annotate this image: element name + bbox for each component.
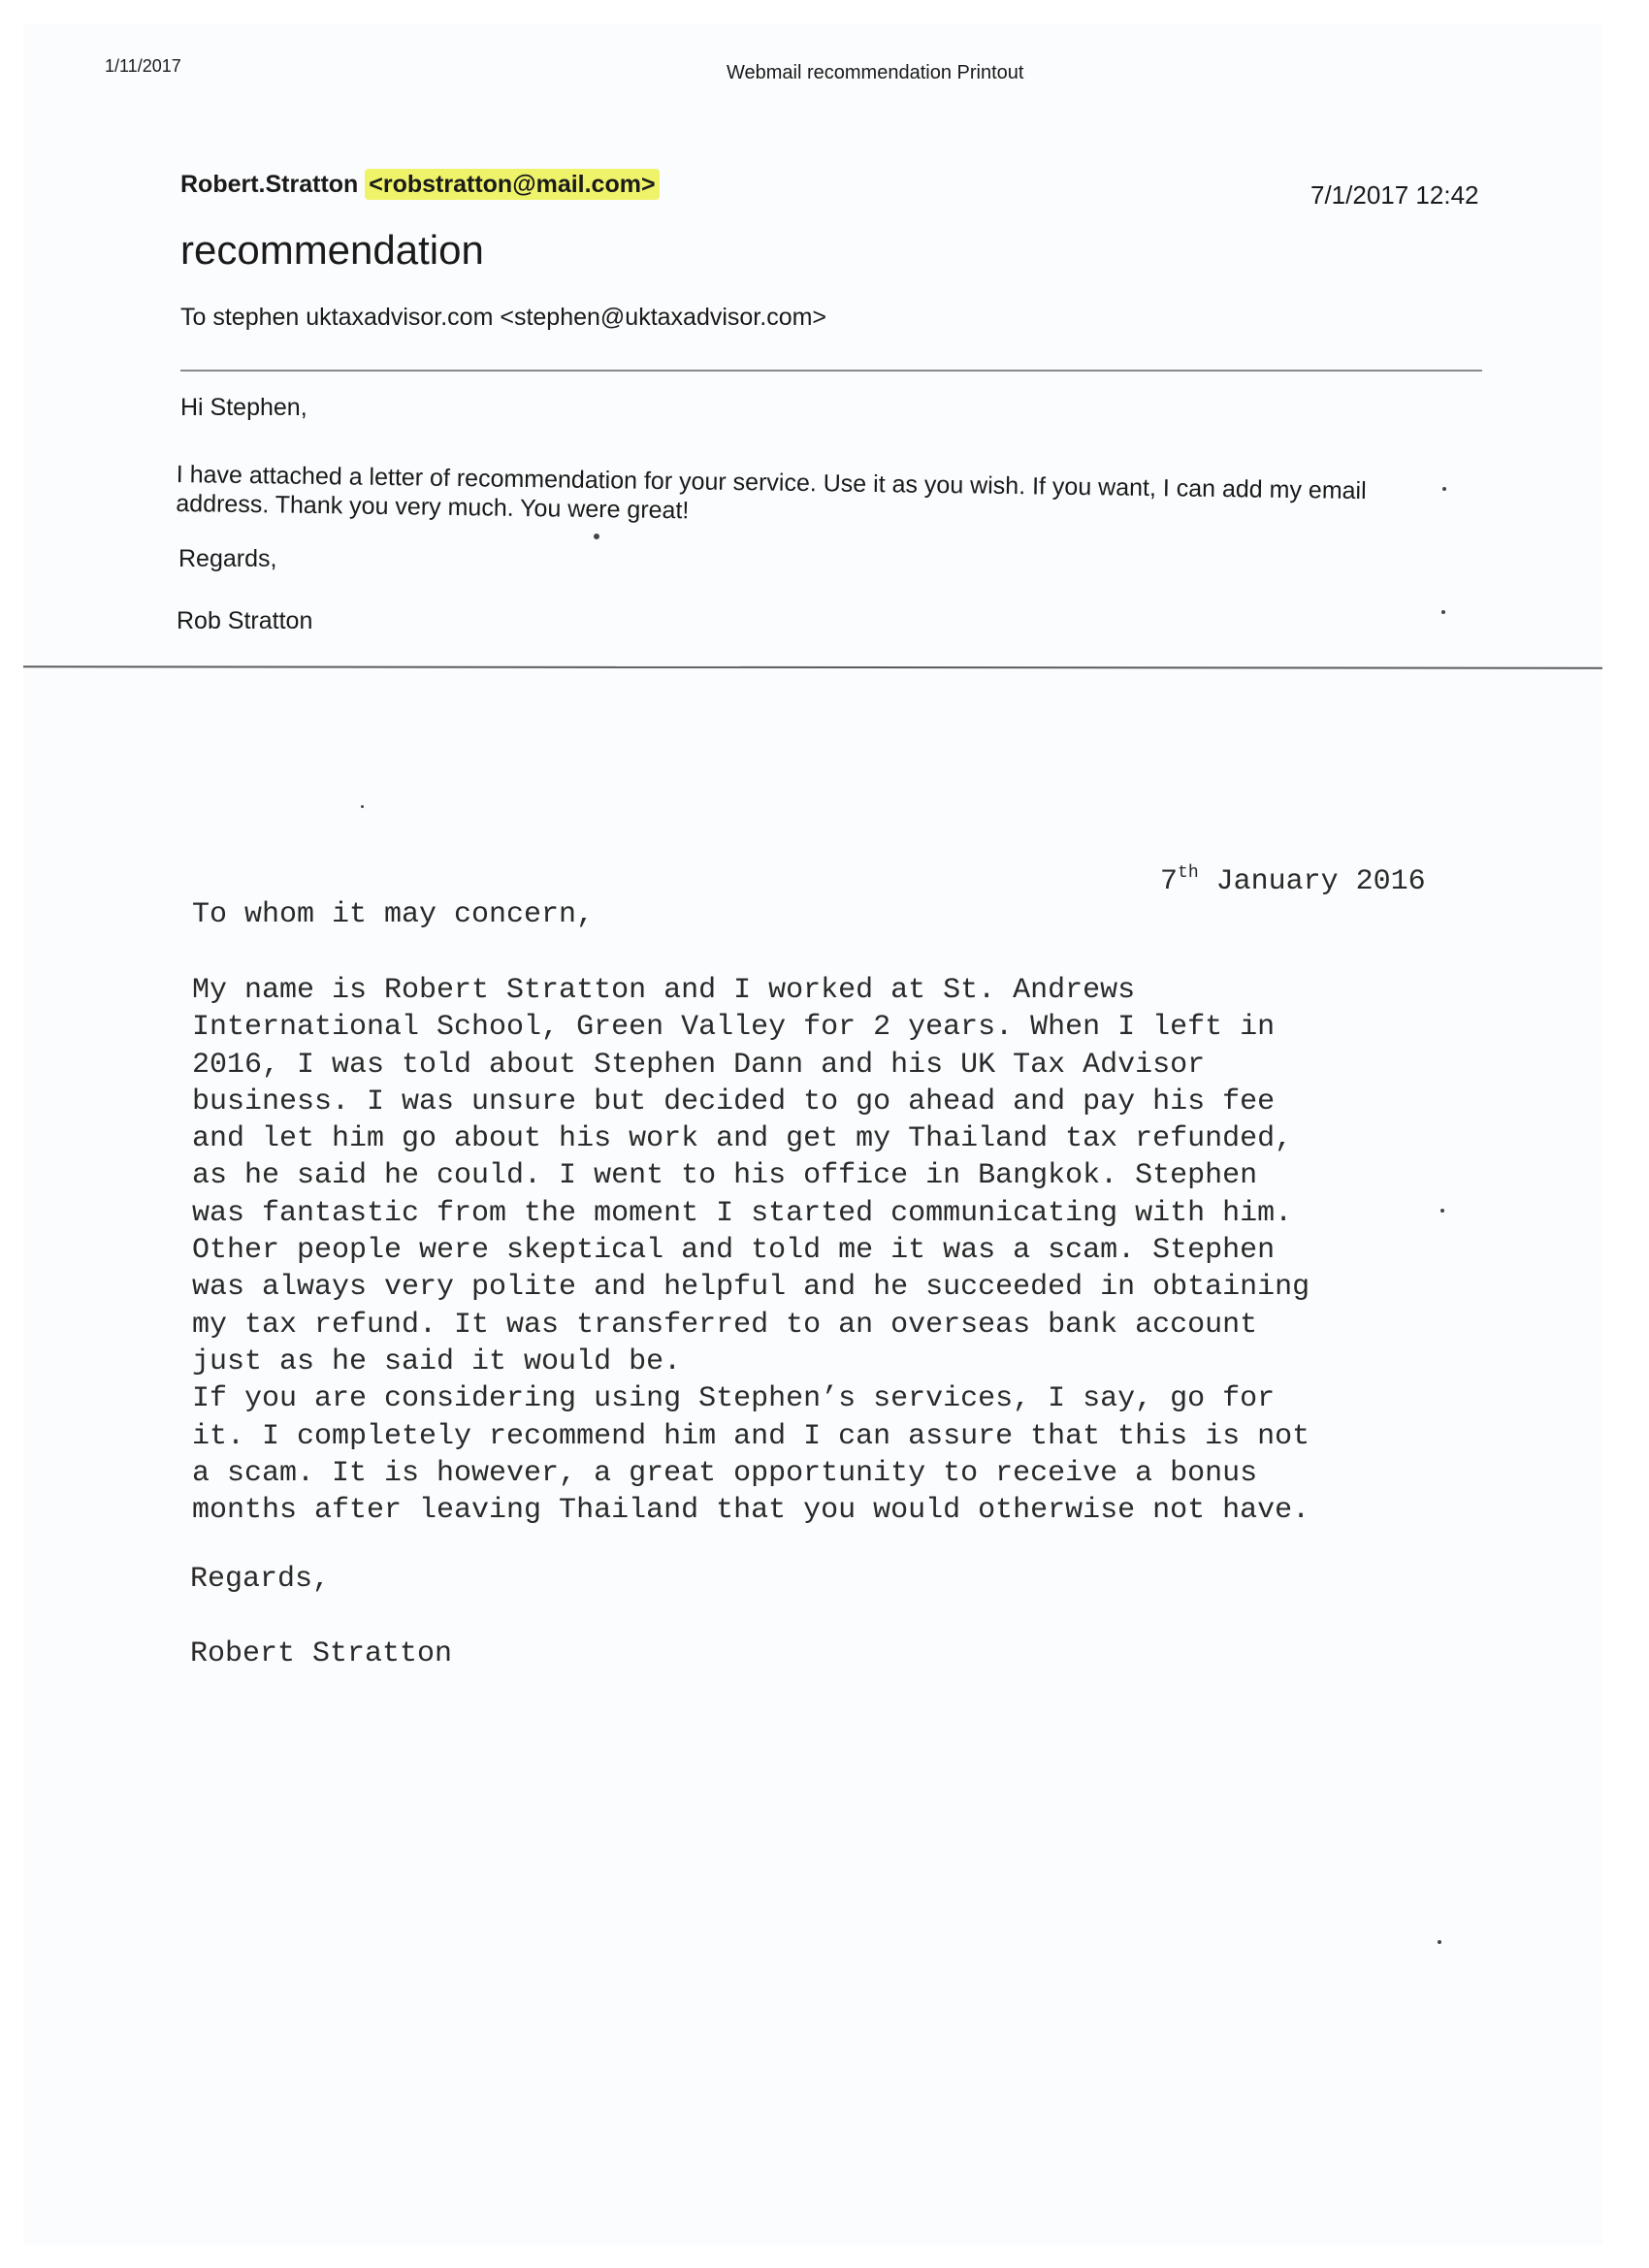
scan-speck: [1442, 487, 1446, 491]
letter-line: months after leaving Thailand that you would otherwise not have.: [192, 1494, 1310, 1528]
letter-line: just as he said it would be.: [192, 1345, 682, 1378]
scan-speck: [594, 534, 599, 539]
print-title: Webmail recommendation Printout: [727, 62, 1024, 83]
letter-closing: Regards,: [190, 1563, 331, 1596]
sender-name: Robert.Stratton: [180, 171, 359, 198]
letter-salutation: To whom it may concern,: [192, 898, 595, 931]
letter-line: If you are considering using Stephen’s services, I say, go for: [192, 1382, 1276, 1416]
email-closing: Regards,: [178, 545, 277, 572]
letter-signature: Robert Stratton: [190, 1637, 453, 1670]
attachment-divider: [23, 665, 1602, 668]
letter-date-suffix: th: [1178, 863, 1199, 883]
header-divider: [180, 370, 1482, 372]
email-body: I have attached a letter of recommendation for your service. Use it as you wish. If you want, I can add my email address. Thank you very much. You were great!: [176, 460, 1367, 525]
letter-date-day: 7: [1160, 865, 1179, 898]
letter-line: My name is Robert Stratton and I worked at St. Andrews: [192, 974, 1136, 1007]
scan-speck: [1438, 1940, 1441, 1944]
email-from: [180, 171, 660, 199]
email-subject: recommendation: [180, 227, 484, 273]
letter-date: [1160, 863, 1426, 898]
email-signature: Rob Stratton: [177, 607, 313, 634]
letter-body: [192, 972, 1492, 1529]
scanned-page: [23, 23, 1602, 2245]
email-sent-date: 7/1/2017 12:42: [1310, 180, 1479, 210]
letter-line: a scam. It is however, a great opportunity to receive a bonus: [192, 1456, 1258, 1490]
email-recipient: To stephen uktaxadvisor.com <stephen@uktaxadvisor.com>: [180, 304, 827, 331]
print-date: 1/11/2017: [105, 56, 181, 76]
scan-speck: [1441, 610, 1445, 614]
letter-line: was always very polite and helpful and he succeeded in obtaining: [192, 1271, 1310, 1305]
letter-line: Other people were skeptical and told me it was a scam. Stephen: [192, 1234, 1276, 1268]
letter-date-rest: January 2016: [1198, 865, 1426, 898]
letter-line: International School, Green Valley for 2 years. When I left in: [192, 1011, 1276, 1045]
letter-line: 2016, I was told about Stephen Dann and his UK Tax Advisor: [192, 1048, 1206, 1082]
letter-line: my tax refund. It was transferred to an overseas bank account: [192, 1308, 1258, 1342]
letter-line: it. I completely recommend him and I can assure that this is not: [192, 1419, 1310, 1453]
sender-email-highlighted: <robstratton@mail.com>: [365, 169, 659, 200]
letter-line: business. I was unsure but decided to go ahead and pay his fee: [192, 1085, 1276, 1118]
letter-line: and let him go about his work and get my Thailand tax refunded,: [192, 1122, 1293, 1156]
email-greeting: Hi Stephen,: [180, 394, 307, 421]
scan-speck: [1440, 1209, 1444, 1213]
scan-speck: [361, 805, 364, 808]
letter-line: as he said he could. I went to his office in Bangkok. Stephen: [192, 1159, 1258, 1193]
letter-line: was fantastic from the moment I started communicating with him.: [192, 1196, 1293, 1230]
